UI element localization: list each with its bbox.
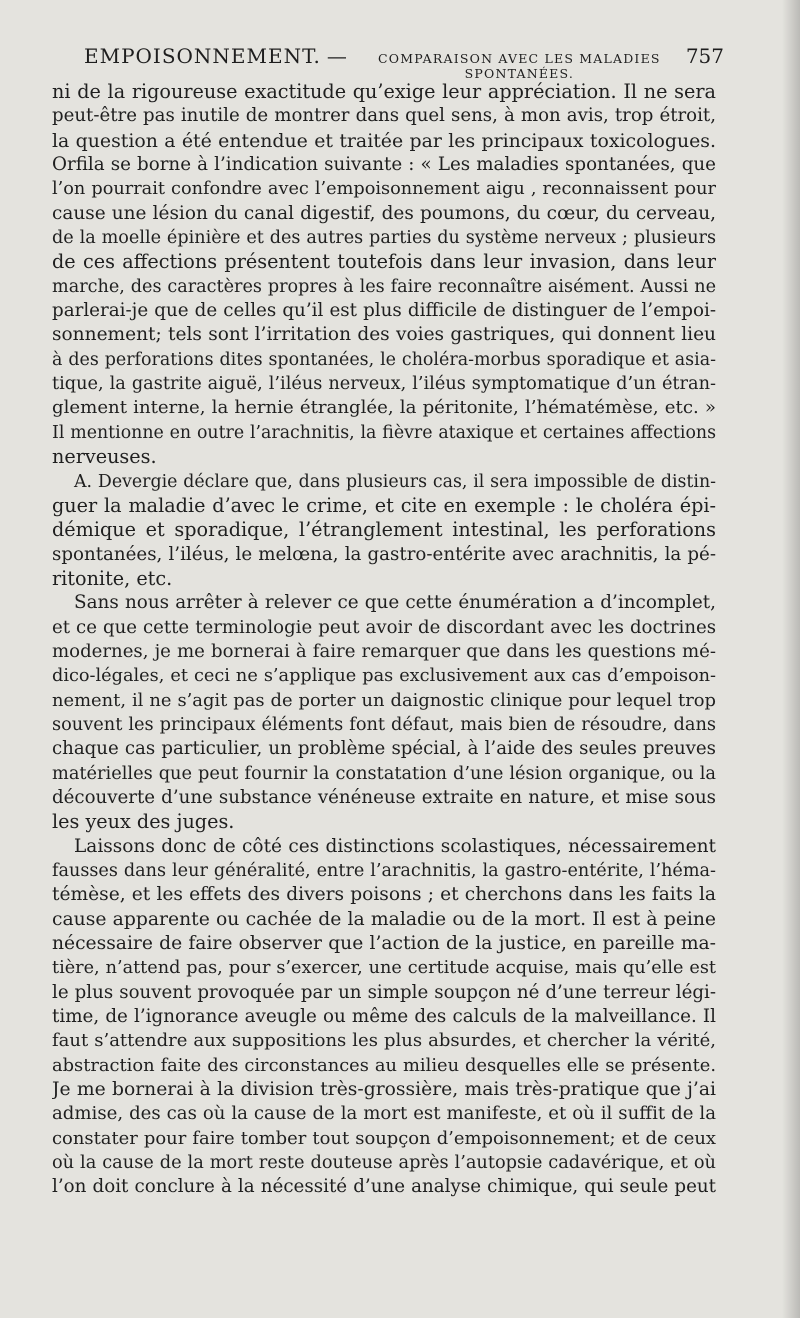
text-line: guer la maladie d’avec le crime, et cite en exemple : le choléra épi- [52,493,716,517]
text-line: marche, des caractères propres à les faire reconnaître aisément. Aussi ne [52,276,716,297]
text-line: parlerai-je que de celles qu’il est plus difficile de distinguer de l’empoi- [52,300,716,322]
text-line: nerveuses. [52,445,157,469]
text-line: admise, des cas où la cause de la mort est manifeste, et où il suffit de la [52,1103,716,1125]
text-line: démique et sporadique, l’étranglement intestinal, les perforations [52,518,716,542]
text-line: nécessaire de faire observer que l’action de la justice, en pareille ma- [52,933,716,955]
text-line: peut-être pas inutile de montrer dans quel sens, à mon avis, trop étroit, [52,105,716,127]
text-line: spontanées, l’iléus, le melœna, la gastro-entérite avec arachnitis, la pé- [52,543,716,565]
text-line: cause une lésion du canal digestif, des poumons, du cœur, du cerveau, [52,202,716,224]
text-line: l’on pourrait confondre avec l’empoisonnement aigu , reconnaissent pour [52,179,716,200]
text-line: à des perforations dites spontanées, le choléra-morbus sporadique et asia- [52,349,716,370]
text-line: de la moelle épinière et des autres parties du système nerveux ; plusieurs [52,228,716,249]
text-line: A. Devergie déclare que, dans plusieurs cas, il sera impossible de distin- [74,471,716,492]
text-line: tique, la gastrite aiguë, l’iléus nerveux, l’iléus symptomatique d’un étran- [52,374,716,395]
running-title: EMPOISONNEMENT. [84,44,321,68]
text-line: Je me bornerai à la division très-grossière, mais très-pratique que j’ai [52,1079,716,1101]
text-line: Orfila se borne à l’indication suivante : « Les maladies spontanées, que [52,154,716,176]
text-line: constater pour faire tomber tout soupçon d’empoisonnement; et de ceux [52,1127,716,1149]
text-line: l’on doit conclure à la nécessité d’une analyse chimique, qui seule peut [52,1176,716,1198]
text-line: ni de la rigoureuse exactitude qu’exige leur appréciation. Il ne sera [52,80,716,103]
text-line: témèse, et les effets des divers poisons ; et cherchons dans les faits la [52,884,716,906]
text-line: nement, il ne s’agit pas de porter un daignostic clinique pour lequel trop [52,689,716,711]
text-line: ritonite, etc. [52,566,173,590]
text-line: chaque cas particulier, un problème spécial, à l’aide des seules preuves [52,738,716,760]
text-line: modernes, je me bornerai à faire remarquer que dans les questions mé- [52,640,716,662]
text-line: tière, n’attend pas, pour s’exercer, une certitude acquise, mais qu’elle est [52,958,716,979]
text-line: les yeux des juges. [52,810,235,834]
text-line: sonnement; tels sont l’irritation des voies gastriques, qui donnent lieu [52,324,716,346]
text-line: abstraction faite des circonstances au milieu desquelles elle se présente. [52,1054,716,1076]
text-line: où la cause de la mort reste douteuse après l’autopsie cadavérique, et où [52,1153,716,1174]
text-line: la question a été entendue et traitée par les principaux toxicologues. [52,129,716,152]
running-header [84,44,724,81]
text-line: dico-légales, et ceci ne s’applique pas exclusivement aux cas d’empoison- [52,666,716,687]
text-line: glement interne, la hernie étranglée, la péritonite, l’hématémèse, etc. » [52,397,716,419]
text-line: Il mentionne en outre l’arachnitis, la fièvre ataxique et certaines affections [52,422,716,443]
running-subtitle: COMPARAISON AVEC LES MALADIES SPONTANÉES. [378,51,661,81]
text-line: souvent les principaux éléments font défaut, mais bien de résoudre, dans [52,714,716,735]
text-line: de ces affections présentent toutefois dans leur invasion, dans leur [52,250,716,274]
text-line: découverte d’une substance vénéneuse extraite en nature, et mise sous [52,786,716,808]
text-line: time, de l’ignorance aveugle ou même des calculs de la malveillance. Il [52,1006,716,1028]
text-line: le plus souvent provoquée par un simple soupçon né d’une terreur légi- [52,981,716,1003]
text-line: et ce que cette terminologie peut avoir de discordant avec les doctrines [52,616,716,638]
header-dash: — [326,44,347,68]
text-line: faut s’attendre aux suppositions les plus absurdes, et chercher la vérité, [52,1030,716,1052]
body-text [52,80,716,1200]
text-line: Sans nous arrêter à relever ce que cette énumération a d’incomplet, [74,592,716,614]
text-line: Laissons donc de côté ces distinctions scolastiques, nécessairement [74,835,716,857]
text-line: fausses dans leur généralité, entre l’arachnitis, la gastro-entérite, l’héma- [52,861,716,881]
text-line: cause apparente ou cachée de la maladie ou de la mort. Il est à peine [52,908,716,930]
page-number: 757 [685,44,724,68]
text-line: matérielles que peut fournir la constatation d’une lésion organique, ou la [52,763,716,784]
